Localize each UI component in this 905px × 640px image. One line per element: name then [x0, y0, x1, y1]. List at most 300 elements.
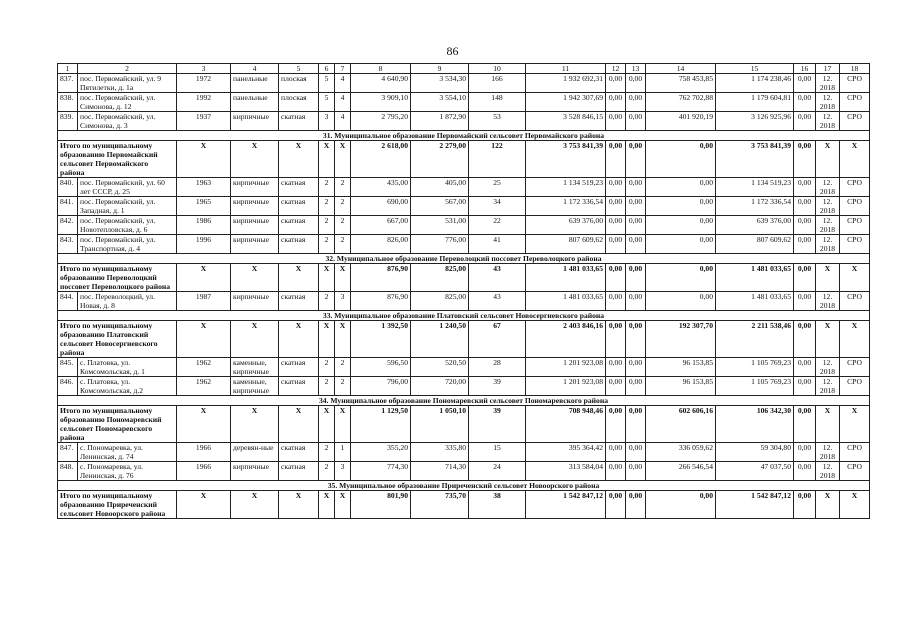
total-cell: X — [279, 141, 319, 178]
table-cell: 0,00 — [606, 358, 626, 377]
table-row — [58, 178, 870, 197]
table-cell: 876,90 — [351, 292, 411, 311]
table-cell: 12. 2018 — [816, 292, 840, 311]
table-cell: 758 453,85 — [646, 74, 716, 93]
table-cell: 3 554,10 — [411, 93, 469, 112]
table-cell: 2 — [335, 197, 351, 216]
section-title: 33. Муниципальное образование Платовский сельсовет Новосергиевского района — [58, 311, 870, 321]
table-cell: 1 174 238,46 — [716, 74, 794, 93]
table-cell: кирпичные — [231, 462, 279, 481]
table-cell: 3 909,10 — [351, 93, 411, 112]
table-cell: кирпичные — [231, 235, 279, 254]
total-cell: 0,00 — [606, 406, 626, 443]
table-cell: 1 201 923,08 — [526, 358, 606, 377]
table-cell: 826,00 — [351, 235, 411, 254]
table-cell: 12. 2018 — [816, 443, 840, 462]
table-cell: кирпичные — [231, 197, 279, 216]
table-cell: 2 — [319, 178, 335, 197]
table-cell: 1962 — [177, 358, 231, 377]
table-cell: 667,00 — [351, 216, 411, 235]
section-title: 31. Муниципальное образование Первомайский сельсовет Первомайского района — [58, 131, 870, 141]
total-cell: 0,00 — [646, 264, 716, 292]
row-number: 840. — [58, 178, 78, 197]
table-cell: 0,00 — [626, 358, 646, 377]
total-cell: X — [335, 406, 351, 443]
table-cell: 12. 2018 — [816, 462, 840, 481]
table-cell: 4 — [335, 93, 351, 112]
table-cell: 2 795,20 — [351, 112, 411, 131]
table-cell: 53 — [469, 112, 526, 131]
table-cell: скатная — [279, 178, 319, 197]
table-cell: 3 — [335, 462, 351, 481]
table-cell: 2 — [319, 292, 335, 311]
table-cell: 0,00 — [794, 377, 816, 396]
table-cell: 0,00 — [626, 216, 646, 235]
table-cell: СРО — [840, 377, 870, 396]
column-header: 2 — [78, 64, 177, 74]
total-cell: X — [319, 406, 335, 443]
table-cell: 0,00 — [626, 377, 646, 396]
table-cell: 1 872,90 — [411, 112, 469, 131]
table-cell: 639 376,00 — [526, 216, 606, 235]
table-cell: скатная — [279, 235, 319, 254]
total-cell: 602 606,16 — [646, 406, 716, 443]
table-cell: 807 609,62 — [526, 235, 606, 254]
total-cell: X — [816, 264, 840, 292]
total-cell: 0,00 — [794, 264, 816, 292]
total-cell: X — [177, 321, 231, 358]
table-cell: СРО — [840, 112, 870, 131]
table-cell: 0,00 — [626, 74, 646, 93]
table-cell: 25 — [469, 178, 526, 197]
table-row — [58, 74, 870, 93]
housing-table — [57, 63, 870, 519]
table-cell: 3 — [319, 112, 335, 131]
table-cell: 336 059,62 — [646, 443, 716, 462]
table-cell: 0,00 — [794, 462, 816, 481]
table-cell: 1966 — [177, 462, 231, 481]
total-cell: X — [177, 264, 231, 292]
table-cell: 12. 2018 — [816, 235, 840, 254]
table-cell: 2 — [319, 197, 335, 216]
section-heading-row — [58, 396, 870, 406]
table-cell: 0,00 — [626, 93, 646, 112]
table-cell: СРО — [840, 358, 870, 377]
table-cell: 395 364,42 — [526, 443, 606, 462]
total-cell: X — [279, 491, 319, 519]
table-cell: 266 546,54 — [646, 462, 716, 481]
total-cell: 876,90 — [351, 264, 411, 292]
total-cell: 43 — [469, 264, 526, 292]
total-cell: 735,70 — [411, 491, 469, 519]
total-cell: X — [840, 264, 870, 292]
page-number: 86 — [446, 44, 459, 58]
total-cell: X — [335, 141, 351, 178]
total-label: Итого по муниципальному образованию Платовский сельсовет Новосергиевского района — [58, 321, 177, 358]
table-cell: 12. 2018 — [816, 216, 840, 235]
address-cell: пос. Первомайский, ул. Симонова, д. 12 — [78, 93, 177, 112]
table-cell: скатная — [279, 292, 319, 311]
table-cell: 12. 2018 — [816, 112, 840, 131]
table-row — [58, 292, 870, 311]
table-cell: 1 179 604,81 — [716, 93, 794, 112]
table-cell: 1986 — [177, 216, 231, 235]
table-row — [58, 377, 870, 396]
table-row — [58, 112, 870, 131]
table-cell: 796,00 — [351, 377, 411, 396]
total-cell: 1 240,50 — [411, 321, 469, 358]
table-cell: 0,00 — [626, 178, 646, 197]
total-cell: 1 542 847,12 — [716, 491, 794, 519]
table-cell: кирпичные — [231, 112, 279, 131]
total-cell: 3 753 841,39 — [526, 141, 606, 178]
table-cell: скатная — [279, 443, 319, 462]
table-cell: 1996 — [177, 235, 231, 254]
total-cell: 2 403 846,16 — [526, 321, 606, 358]
table-cell: 2 — [319, 235, 335, 254]
table-cell: 807 609,62 — [716, 235, 794, 254]
section-heading-row — [58, 254, 870, 264]
table-cell: плоская — [279, 74, 319, 93]
total-cell: 38 — [469, 491, 526, 519]
table-row — [58, 93, 870, 112]
table-cell: 0,00 — [606, 462, 626, 481]
table-cell: 335,80 — [411, 443, 469, 462]
total-cell: 0,00 — [794, 141, 816, 178]
row-number: 841. — [58, 197, 78, 216]
table-cell: 2 — [335, 216, 351, 235]
table-cell: 1937 — [177, 112, 231, 131]
total-cell: X — [335, 264, 351, 292]
section-heading-row — [58, 311, 870, 321]
total-cell: 0,00 — [646, 141, 716, 178]
table-cell: 96 153,85 — [646, 377, 716, 396]
table-cell: 24 — [469, 462, 526, 481]
table-cell: СРО — [840, 443, 870, 462]
total-cell: X — [231, 491, 279, 519]
table-cell: 148 — [469, 93, 526, 112]
total-cell: 0,00 — [606, 321, 626, 358]
table-cell: 714,30 — [411, 462, 469, 481]
total-cell: 0,00 — [606, 264, 626, 292]
total-cell: 0,00 — [794, 406, 816, 443]
row-number: 842. — [58, 216, 78, 235]
total-row — [58, 264, 870, 292]
total-cell: X — [319, 321, 335, 358]
column-header: 9 — [411, 64, 469, 74]
total-cell: 39 — [469, 406, 526, 443]
column-header: 18 — [840, 64, 870, 74]
table-cell: 1 942 307,69 — [526, 93, 606, 112]
table-cell: скатная — [279, 216, 319, 235]
total-cell: 0,00 — [794, 491, 816, 519]
column-header: 3 — [177, 64, 231, 74]
table-cell: 0,00 — [606, 178, 626, 197]
table-cell: 2 — [335, 178, 351, 197]
column-header: 15 — [716, 64, 794, 74]
total-label: Итого по муниципальному образованию Пономаревский сельсовет Пономаревского района — [58, 406, 177, 443]
table-cell: скатная — [279, 358, 319, 377]
total-cell: X — [319, 141, 335, 178]
table-cell: 12. 2018 — [816, 377, 840, 396]
total-label: Итого по муниципальному образованию Переволоцкий поссовет Переволоцкого района — [58, 264, 177, 292]
total-cell: 2 211 538,46 — [716, 321, 794, 358]
table-cell: 0,00 — [606, 443, 626, 462]
table-cell: каменные, кирпичные — [231, 358, 279, 377]
column-header: 14 — [646, 64, 716, 74]
table-cell: 0,00 — [626, 292, 646, 311]
table-cell: 0,00 — [626, 112, 646, 131]
total-cell: 1 392,50 — [351, 321, 411, 358]
table-cell: 313 584,04 — [526, 462, 606, 481]
table-cell: 567,00 — [411, 197, 469, 216]
total-cell: 106 342,30 — [716, 406, 794, 443]
table-cell: 2 — [335, 358, 351, 377]
total-cell: X — [231, 321, 279, 358]
table-row — [58, 197, 870, 216]
table-cell: 1 932 692,31 — [526, 74, 606, 93]
column-header: 6 — [319, 64, 335, 74]
table-cell: 1962 — [177, 377, 231, 396]
table-row — [58, 462, 870, 481]
table-cell: 0,00 — [606, 292, 626, 311]
table-cell: 2 — [319, 358, 335, 377]
table-cell: 531,00 — [411, 216, 469, 235]
table-cell: 0,00 — [626, 462, 646, 481]
section-title: 32. Муниципальное образование Переволоцкий поссовет Переволоцкого района — [58, 254, 870, 264]
row-number: 837. — [58, 74, 78, 93]
table-cell: 0,00 — [794, 112, 816, 131]
table-cell: 1 — [335, 443, 351, 462]
total-cell: X — [816, 491, 840, 519]
address-cell: пос. Первомайский, ул. 9 Пятилетки, д. 1а — [78, 74, 177, 93]
table-cell: 435,00 — [351, 178, 411, 197]
total-cell: 3 753 841,39 — [716, 141, 794, 178]
table-cell: 1966 — [177, 443, 231, 462]
table-cell: кирпичные — [231, 216, 279, 235]
table-cell: 0,00 — [626, 443, 646, 462]
section-heading-row — [58, 131, 870, 141]
table-cell: скатная — [279, 462, 319, 481]
table-cell: 12. 2018 — [816, 178, 840, 197]
row-number: 845. — [58, 358, 78, 377]
table-cell: 0,00 — [626, 197, 646, 216]
total-cell: X — [840, 491, 870, 519]
table-cell: СРО — [840, 93, 870, 112]
total-cell: 0,00 — [626, 321, 646, 358]
table-cell: 96 153,85 — [646, 358, 716, 377]
total-row — [58, 491, 870, 519]
total-cell: 0,00 — [626, 406, 646, 443]
section-title: 34. Муниципальное образование Пономаревский сельсовет Пономаревского района — [58, 396, 870, 406]
address-cell: пос. Первомайский, ул. Транспортная, д. 4 — [78, 235, 177, 254]
table-cell: 690,00 — [351, 197, 411, 216]
table-cell: 5 — [319, 74, 335, 93]
total-cell: 0,00 — [626, 141, 646, 178]
table-cell: 0,00 — [646, 235, 716, 254]
table-cell: 12. 2018 — [816, 358, 840, 377]
row-number: 839. — [58, 112, 78, 131]
total-cell: X — [335, 321, 351, 358]
table-cell: 2 — [335, 377, 351, 396]
table-cell: 0,00 — [646, 292, 716, 311]
table-cell: СРО — [840, 292, 870, 311]
table-cell: 596,50 — [351, 358, 411, 377]
table-cell: 2 — [319, 443, 335, 462]
total-cell: X — [816, 141, 840, 178]
total-cell: 825,00 — [411, 264, 469, 292]
table-cell: плоская — [279, 93, 319, 112]
table-cell: 1 134 519,23 — [526, 178, 606, 197]
table-cell: 0,00 — [794, 74, 816, 93]
total-cell: X — [840, 406, 870, 443]
total-cell: 1 542 847,12 — [526, 491, 606, 519]
table-cell: 0,00 — [606, 112, 626, 131]
table-cell: 0,00 — [646, 216, 716, 235]
column-header: 10 — [469, 64, 526, 74]
table-cell: 12. 2018 — [816, 93, 840, 112]
table-cell: каменные, кирпичные — [231, 377, 279, 396]
section-heading-row — [58, 481, 870, 491]
column-header: 16 — [794, 64, 816, 74]
table-cell: 1992 — [177, 93, 231, 112]
table-cell: 0,00 — [794, 358, 816, 377]
table-cell: 28 — [469, 358, 526, 377]
table-cell: 2 — [319, 462, 335, 481]
row-number: 846. — [58, 377, 78, 396]
table-cell: 12. 2018 — [816, 197, 840, 216]
table-cell: 1987 — [177, 292, 231, 311]
total-cell: X — [816, 406, 840, 443]
column-header: 4 — [231, 64, 279, 74]
table-cell: 720,00 — [411, 377, 469, 396]
row-number: 838. — [58, 93, 78, 112]
table-cell: 1972 — [177, 74, 231, 93]
total-cell: X — [335, 491, 351, 519]
row-number: 843. — [58, 235, 78, 254]
address-cell: пос. Первомайский, ул. Новотепловская, д. 6 — [78, 216, 177, 235]
table-cell: 0,00 — [646, 197, 716, 216]
total-cell: X — [279, 264, 319, 292]
column-header: 8 — [351, 64, 411, 74]
table-cell: скатная — [279, 377, 319, 396]
table-cell: 47 037,50 — [716, 462, 794, 481]
table-cell: 3 — [335, 292, 351, 311]
total-cell: 1 481 033,65 — [716, 264, 794, 292]
table-cell: 405,00 — [411, 178, 469, 197]
total-cell: 0,00 — [646, 491, 716, 519]
table-cell: 1963 — [177, 178, 231, 197]
total-cell: 1 050,10 — [411, 406, 469, 443]
table-cell: 1 105 769,23 — [716, 377, 794, 396]
table-cell: СРО — [840, 216, 870, 235]
table-cell: 59 304,80 — [716, 443, 794, 462]
table-cell: 1 105 769,23 — [716, 358, 794, 377]
total-label: Итого по муниципальному образованию Приреченский сельсовет Новоорского района — [58, 491, 177, 519]
total-cell: 0,00 — [626, 264, 646, 292]
table-cell: 762 702,88 — [646, 93, 716, 112]
table-cell: 1 481 033,65 — [716, 292, 794, 311]
table-cell: 520,50 — [411, 358, 469, 377]
table-cell: 166 — [469, 74, 526, 93]
table-cell: СРО — [840, 178, 870, 197]
table-cell: 2 — [319, 216, 335, 235]
table-cell: 0,00 — [646, 178, 716, 197]
total-cell: 0,00 — [606, 491, 626, 519]
total-row — [58, 141, 870, 178]
table-cell: 639 376,00 — [716, 216, 794, 235]
total-cell: X — [231, 141, 279, 178]
table-cell: 15 — [469, 443, 526, 462]
total-cell: 192 307,70 — [646, 321, 716, 358]
table-cell: скатная — [279, 197, 319, 216]
column-header: 12 — [606, 64, 626, 74]
table-row — [58, 216, 870, 235]
total-cell: 0,00 — [794, 321, 816, 358]
table-cell: панельные — [231, 93, 279, 112]
table-cell: 4 — [335, 74, 351, 93]
table-cell: 3 126 925,96 — [716, 112, 794, 131]
table-cell: 4 640,90 — [351, 74, 411, 93]
total-cell: X — [231, 406, 279, 443]
total-cell: 122 — [469, 141, 526, 178]
table-cell: 1 172 336,54 — [716, 197, 794, 216]
table-cell: кирпичные — [231, 292, 279, 311]
table-cell: 1 172 336,54 — [526, 197, 606, 216]
table-cell: 0,00 — [794, 216, 816, 235]
total-cell: 67 — [469, 321, 526, 358]
table-row — [58, 443, 870, 462]
table-cell: 0,00 — [794, 443, 816, 462]
table-cell: 22 — [469, 216, 526, 235]
table-cell: скатная — [279, 112, 319, 131]
address-cell: с. Платовка, ул. Комсомольская, д. 1 — [78, 358, 177, 377]
column-header: 5 — [279, 64, 319, 74]
total-cell: X — [840, 141, 870, 178]
address-cell: пос. Первомайский, ул. Западная, д. 1 — [78, 197, 177, 216]
table-cell: СРО — [840, 235, 870, 254]
row-number: 844. — [58, 292, 78, 311]
address-cell: пос. Переволоцкий, ул. Новая, д. 8 — [78, 292, 177, 311]
total-cell: 0,00 — [606, 141, 626, 178]
table-cell: 0,00 — [794, 292, 816, 311]
table-cell: 0,00 — [606, 377, 626, 396]
table-cell: 0,00 — [626, 235, 646, 254]
total-cell: X — [279, 321, 319, 358]
table-cell: 776,00 — [411, 235, 469, 254]
address-cell: с. Платовка, ул. Комсомольская, д.2 — [78, 377, 177, 396]
total-cell: X — [840, 321, 870, 358]
table-cell: 355,20 — [351, 443, 411, 462]
total-cell: 801,90 — [351, 491, 411, 519]
table-cell: СРО — [840, 197, 870, 216]
total-cell: 0,00 — [626, 491, 646, 519]
table-cell: СРО — [840, 74, 870, 93]
column-header: 1 — [58, 64, 78, 74]
table-row — [58, 358, 870, 377]
table-cell: 3 534,30 — [411, 74, 469, 93]
total-cell: 2 618,00 — [351, 141, 411, 178]
table-cell: 401 920,19 — [646, 112, 716, 131]
table-cell: 0,00 — [606, 93, 626, 112]
total-cell: X — [177, 406, 231, 443]
total-label: Итого по муниципальному образованию Первомайский сельсовет Первомайского района — [58, 141, 177, 178]
column-header: 7 — [335, 64, 351, 74]
table-cell: 1 134 519,23 — [716, 178, 794, 197]
total-cell: 2 279,00 — [411, 141, 469, 178]
row-number: 848. — [58, 462, 78, 481]
column-header: 17 — [816, 64, 840, 74]
